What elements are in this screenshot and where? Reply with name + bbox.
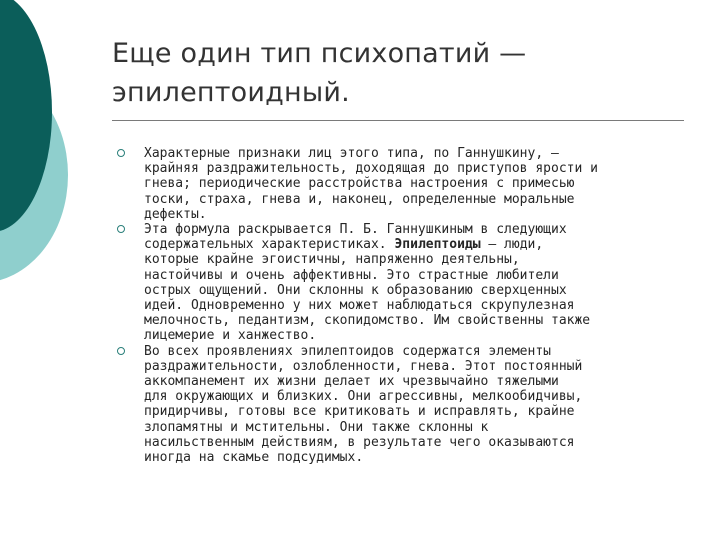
bullet-line: раздражительности, озлобленности, гнева. Этот постоянный [144,358,583,374]
decorative-circles [0,0,110,300]
bullet-line: для окружающих и близких. Они агрессивны, мелкообидчивы, [144,389,583,405]
bullet-item-2 [117,222,692,344]
bullet-line: гнева; периодические расстройства настроения с примесью [144,176,575,192]
bullet-item-3 [117,344,692,466]
title-line-1: Еще один тип психопатий — [112,38,527,69]
bullet-line: тоски, страха, гнева и, наконец, определенные моральные [144,191,575,207]
bullet-line: Эта формула раскрывается П. Б. Ганнушкиным в следующих [144,222,567,238]
bullet-line: Во всех проявлениях эпилептоидов содержатся элементы [144,343,551,359]
title-line-2: эпилептоидный. [112,77,350,108]
bullet-line: идей. Одновременно у них может наблюдаться скрупулезная [144,298,575,314]
bullet-line: мелочность, педантизм, скопидомство. Им свойственны также [144,313,591,329]
bullet-text: — люди, [480,237,544,253]
bullet-item-1 [117,146,692,222]
bullet-line: аккомпанемент их жизни делает их чрезвычайно тяжелыми [144,374,559,390]
bullet-line: лицемерие и ханжество. [144,328,317,344]
bullet-text: содержательных характеристиках. [144,237,387,253]
bullet-marker-icon [117,225,125,233]
bullet-line: дефекты. [144,206,207,222]
bullet-marker-icon [117,347,125,355]
bullet-line: злопамятны и мстительны. Они также склонны к [144,419,489,435]
bullet-line-with-term [144,237,692,252]
bullet-marker-icon [117,149,125,157]
bullet-line: острых ощущений. Они склонны к образованию сверхценных [144,282,567,298]
slide-title [112,34,692,112]
bold-term: Эпилептоиды [394,237,481,253]
bullet-list [117,146,692,465]
bullet-line: настойчивы и очень аффективны. Это страстные любители [144,267,559,283]
bullet-line: которые крайне эгоистичны, напряженно деятельны, [144,252,520,268]
bullet-line: иногда на скамье подсудимых. [144,450,364,466]
bullet-line: придирчивы, готовы все критиковать и исправлять, крайне [144,404,575,420]
bullet-line: насильственным действиям, в результате чего оказываются [144,434,575,450]
title-divider [112,120,684,121]
bullet-line: Характерные признаки лиц этого типа, по Ганнушкину, — [144,146,559,161]
bullet-line: крайняя раздражительность, доходящая до приступов ярости и [144,161,598,177]
